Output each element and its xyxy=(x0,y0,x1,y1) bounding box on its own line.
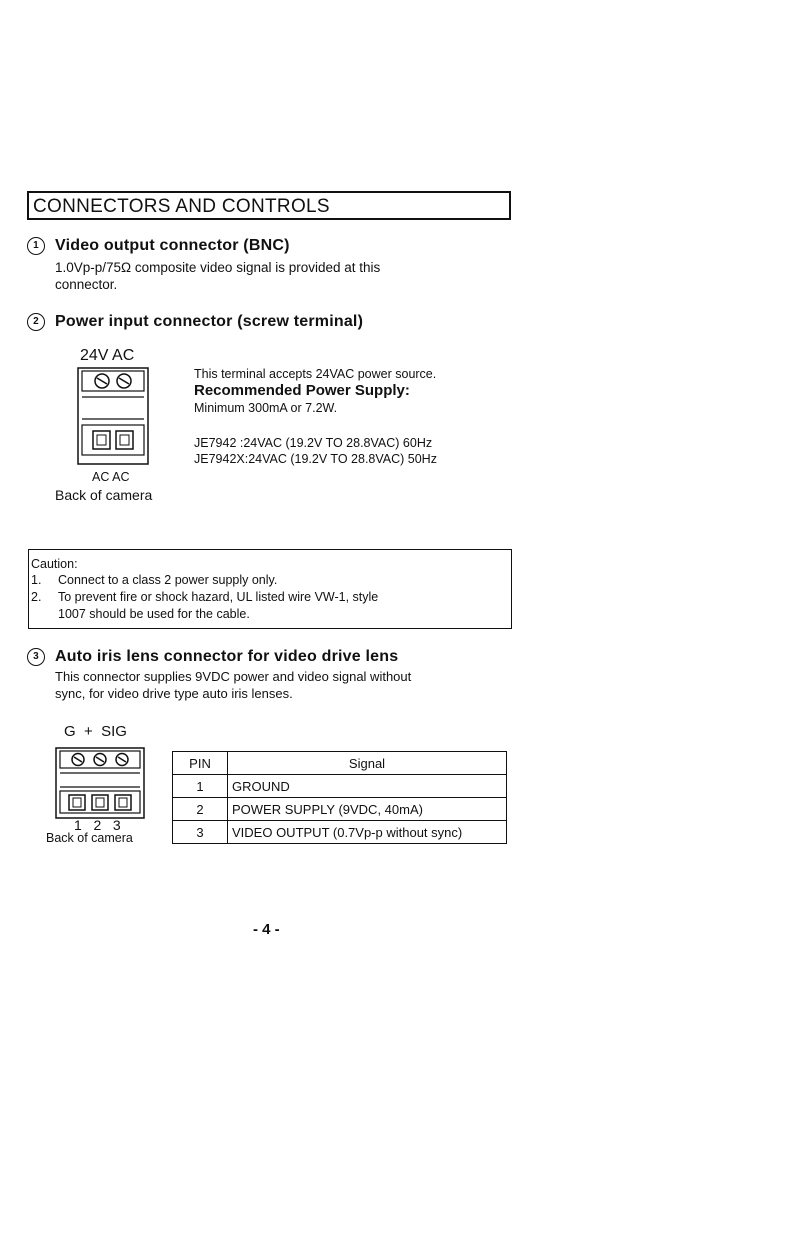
table-row xyxy=(173,798,507,821)
section-1-heading xyxy=(27,237,290,255)
caution-box xyxy=(28,549,512,629)
caution-item-number: 1. xyxy=(31,573,42,587)
table-cell-pin: 3 xyxy=(173,821,228,844)
section-2-title: Power input connector (screw terminal) xyxy=(55,313,364,331)
section-1-line: 1.0Vp-p/75Ω composite video signal is provided at this xyxy=(55,260,381,275)
section-1-number: 1 xyxy=(27,237,45,255)
iris-terminal-diagram xyxy=(55,747,145,824)
section-3-title: Auto iris lens connector for video drive lens xyxy=(55,648,399,666)
power-terminal-label: 24V AC xyxy=(80,347,135,364)
page-number: - 4 - xyxy=(253,921,280,938)
model-2-text: JE7942X:24VAC (19.2V TO 28.8VAC) 50Hz xyxy=(194,452,437,466)
section-3-line: This connector supplies 9VDC power and video signal without xyxy=(55,669,412,684)
section-1-title: Video output connector (BNC) xyxy=(55,237,290,255)
section-title-box xyxy=(27,191,511,220)
table-cell-signal: GROUND xyxy=(228,775,507,798)
section-1-line: connector. xyxy=(55,277,118,292)
caution-title: Caution: xyxy=(31,557,78,571)
table-header-pin: PIN xyxy=(173,752,228,775)
power-terminal-diagram xyxy=(77,367,149,470)
section-2-heading xyxy=(27,313,363,331)
table-row xyxy=(173,821,507,844)
signal-table xyxy=(172,751,507,844)
power-back-label: Back of camera xyxy=(55,487,153,503)
table-cell-pin: 1 xyxy=(173,775,228,798)
table-cell-signal: VIDEO OUTPUT (0.7Vp-p without sync) xyxy=(228,821,507,844)
table-cell-signal: POWER SUPPLY (9VDC, 40mA) xyxy=(228,798,507,821)
iris-terminal-bottom-label: 1 2 3 xyxy=(74,817,121,833)
table-header-signal: Signal xyxy=(228,752,507,775)
section-3-heading xyxy=(27,648,398,666)
section-2-number: 2 xyxy=(27,313,45,331)
page-title: CONNECTORS AND CONTROLS xyxy=(33,196,330,217)
iris-terminal-label: G + SIG xyxy=(64,723,127,740)
section-3-number: 3 xyxy=(27,648,45,666)
table-header-row xyxy=(173,752,507,775)
power-terminal-bottom-label: AC AC xyxy=(92,470,130,484)
table-row xyxy=(173,775,507,798)
caution-item-number: 2. xyxy=(31,590,42,604)
section-1-body xyxy=(55,259,380,293)
caution-item-text: Connect to a class 2 power supply only. xyxy=(58,573,278,587)
signal-table-wrap xyxy=(172,751,507,844)
caution-item xyxy=(31,590,379,604)
section-3-body xyxy=(55,668,411,702)
caution-continuation: 1007 should be used for the cable. xyxy=(58,607,250,621)
table-cell-pin: 2 xyxy=(173,798,228,821)
section-3-line: sync, for video drive type auto iris lenses. xyxy=(55,686,293,701)
model-1-text: JE7942 :24VAC (19.2V TO 28.8VAC) 60Hz xyxy=(194,436,433,450)
minimum-text: Minimum 300mA or 7.2W. xyxy=(194,401,338,415)
caution-item-text: To prevent fire or shock hazard, UL listed wire VW-1, style xyxy=(58,590,379,604)
recommended-heading: Recommended Power Supply: xyxy=(194,382,410,399)
caution-item xyxy=(31,573,278,587)
power-accepts-text: This terminal accepts 24VAC power source. xyxy=(194,367,437,381)
iris-back-label: Back of camera xyxy=(46,831,133,845)
